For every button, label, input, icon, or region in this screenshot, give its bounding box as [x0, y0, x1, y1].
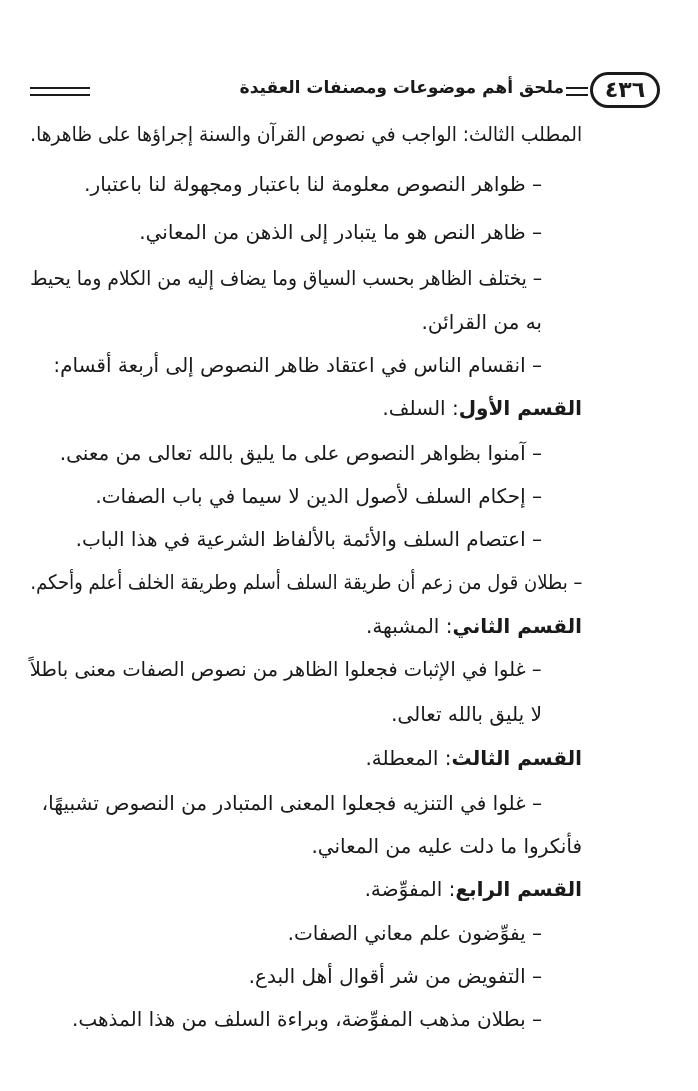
section-heading: القسم الثاني: المشبهة. [365, 614, 582, 638]
section-heading: القسم الرابع: المفوِّضة. [364, 877, 582, 901]
text-line: لا يليق بالله تعالى. [391, 702, 542, 726]
running-header-title: ملحق أهم موضوعات ومصنفات العقيدة [239, 78, 564, 98]
text-line: المطلب الثالث: الواجب في نصوص القرآن والسنة إجراؤها على ظاهرها. [30, 122, 582, 146]
text-line: – غلوا في الإثبات فجعلوا الظاهر من نصوص الصفات معنى باطلاً [30, 657, 542, 681]
text-line: – انقسام الناس في اعتقاد ظاهر النصوص إلى أربعة أقسام: [53, 353, 542, 377]
section-heading: القسم الثالث: المعطلة. [365, 746, 582, 770]
text-line: – بطلان قول من زعم أن طريقة السلف أسلم وطريقة الخلف أعلم وأحكم. [29, 570, 582, 594]
text-line: – التفويض من شر أقوال أهل البدع. [248, 964, 542, 988]
page-number: ٤٣٦ [604, 77, 646, 103]
page-number-badge [590, 72, 660, 108]
text-line: – يفوِّضون علم معاني الصفات. [287, 921, 542, 945]
text-line: – غلوا في التنزيه فجعلوا المعنى المتبادر من النصوص تشبيهًا، [41, 791, 542, 815]
text-line: به من القرائن. [421, 310, 542, 334]
section-heading: القسم الأول: السلف. [382, 396, 582, 420]
text-line: – ظواهر النصوص معلومة لنا باعتبار ومجهولة لنا باعتبار. [84, 172, 542, 196]
header-rule-left [30, 87, 90, 96]
page-header [30, 72, 660, 112]
text-line: فأنكروا ما دلت عليه من المعاني. [311, 834, 582, 858]
text-line: – إحكام السلف لأصول الدين لا سيما في باب الصفات. [95, 484, 542, 508]
text-line: – ظاهر النص هو ما يتبادر إلى الذهن من المعاني. [139, 220, 542, 244]
text-line: – اعتصام السلف والأئمة بالألفاظ الشرعية في هذا الباب. [75, 527, 542, 551]
header-rule-right [566, 87, 588, 96]
text-line: – بطلان مذهب المفوِّضة، وبراءة السلف من هذا المذهب. [72, 1007, 542, 1031]
text-line: – يختلف الظاهر بحسب السياق وما يضاف إليه من الكلام وما يحيط [30, 266, 542, 290]
text-line: – آمنوا بظواهر النصوص على ما يليق بالله تعالى من معنى. [59, 441, 542, 465]
